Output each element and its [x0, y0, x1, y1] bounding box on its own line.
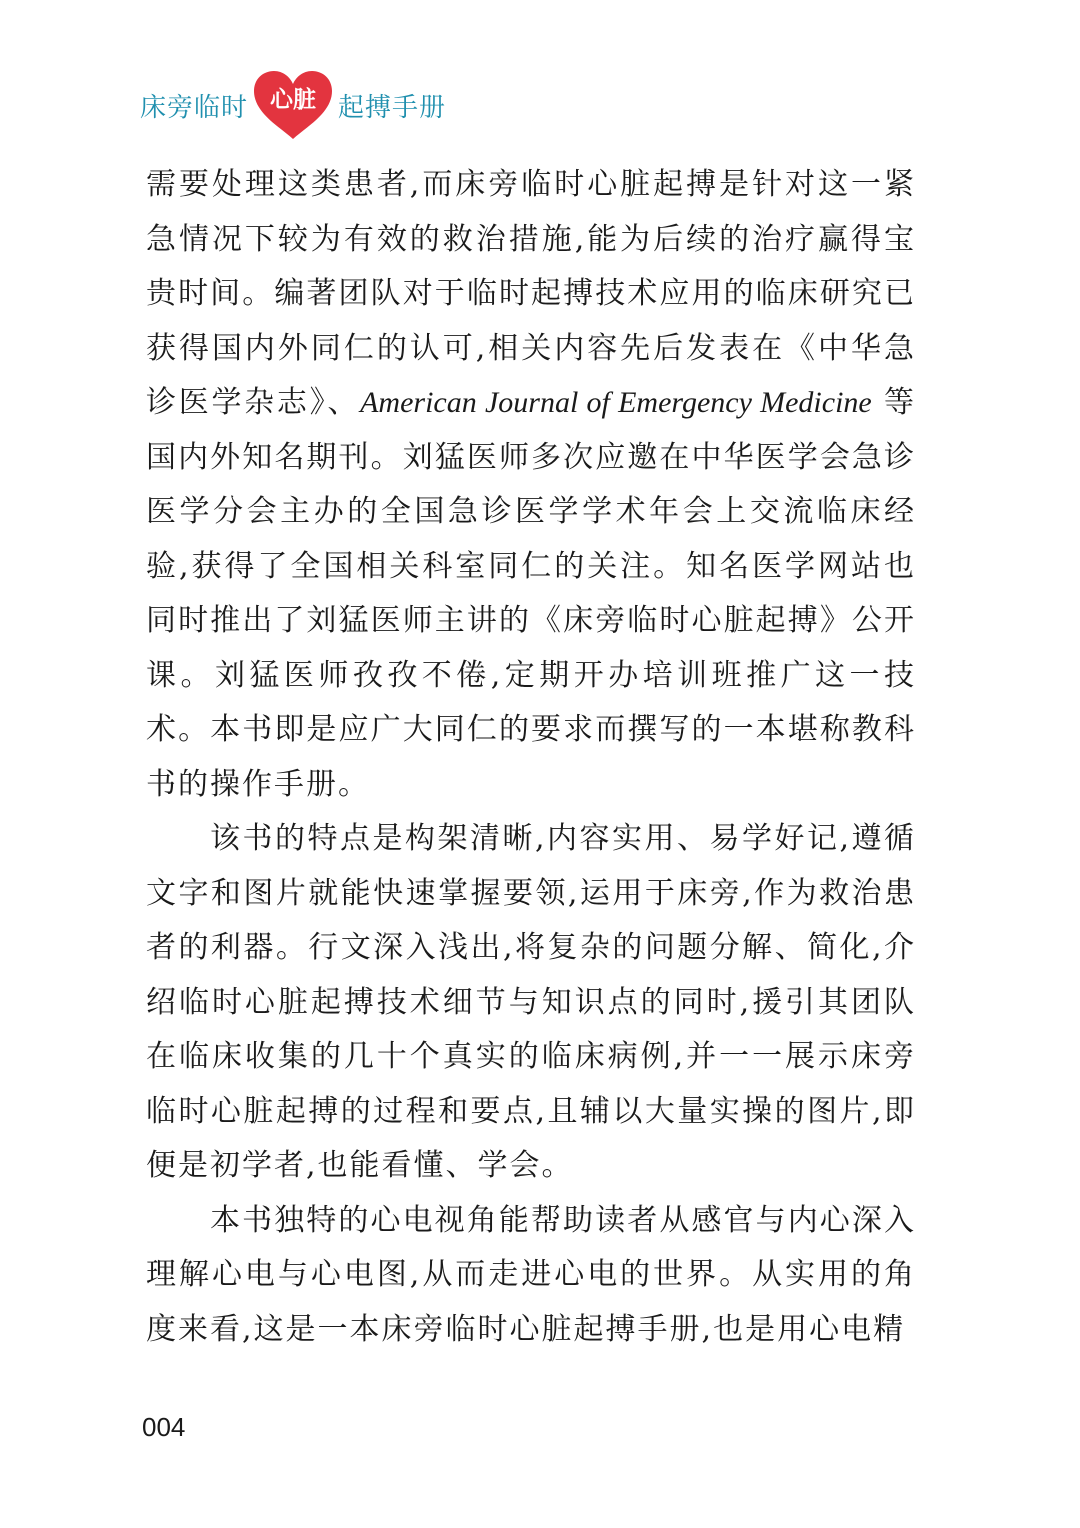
header-title-heart: 心脏: [270, 87, 317, 113]
paragraph-1-part-1: 需要处理这类患者,而床旁临时心脏起搏是针对这一紧急情况下较为有效的救治措施,能为后续的治疗赢得宝贵时间。编著团队对于临时起搏技术应用的临床研究已获得国内外同仁的认可,相关内容先后发表在《中华急诊医学杂志》、: [146, 167, 916, 420]
page-number: 004: [142, 1412, 186, 1442]
paragraph-1: [146, 158, 916, 812]
paragraph-1-part-2: 等国内外知名期刊。刘猛医师多次应邀在中华医学会急诊医学分会主办的全国急诊医学学术年会上交流临床经验,获得了全国相关科室同仁的关注。知名医学网站也同时推出了刘猛医师主讲的《床旁临时心脏起搏》公开课。刘猛医师孜孜不倦,定期开办培训班推广这一技术。本书即是应广大同仁的要求而撰写的一本堪称教科书的操作手册。: [146, 385, 916, 802]
header-title-before: 床旁临时: [140, 92, 249, 123]
journal-title: American Journal of Emergency Medicine: [360, 386, 872, 419]
paragraph-3: 本书独特的心电视角能帮助读者从感官与内心深入理解心电与心电图,从而走进心电的世界。从实用的角度来看,这是一本床旁临时心脏起搏手册,也是用心电精: [146, 1202, 916, 1347]
header-heart-badge: [250, 69, 336, 141]
header-title-after: 起搏手册: [338, 92, 447, 123]
running-header: [140, 70, 446, 140]
paragraph-2: 该书的特点是构架清晰,内容实用、易学好记,遵循文字和图片就能快速掌握要领,运用于床旁,作为救治患者的利器。行文深入浅出,将复杂的问题分解、简化,介绍临时心脏起搏技术细节与知识点的同时,援引其团队在临床收集的几十个真实的临床病例,并一一展示床旁临时心脏起搏的过程和要点,且辅以大量实操的图片,即便是初学者,也能看懂、学会。: [146, 821, 916, 1183]
page-body: [146, 158, 916, 1357]
